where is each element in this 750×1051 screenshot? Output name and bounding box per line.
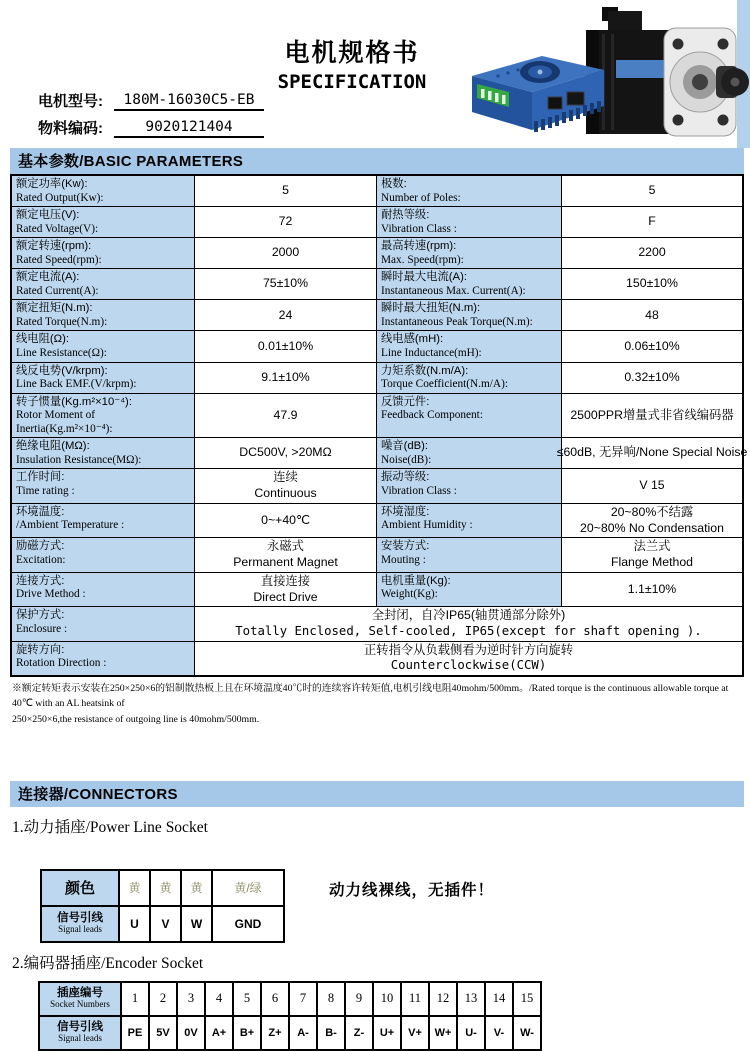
document-title: [232, 33, 472, 93]
title-zh: 电机规格书: [284, 39, 420, 67]
param-label-en: Noise(dB):: [381, 453, 432, 466]
param-value: [195, 642, 742, 675]
param-value-line: Totally Enclosed, Self-cooled, IP65(except for shaft opening ).: [235, 624, 702, 638]
socket-number-cell: 12: [429, 982, 457, 1016]
param-label-zh: 额定功率(Kw):: [16, 178, 88, 190]
encoder-socket-table: [38, 981, 542, 1051]
param-label-en: Weight(Kg):: [381, 588, 438, 601]
param-label: [12, 176, 195, 207]
param-value-line: Permanent Magnet: [233, 555, 338, 570]
param-value: [562, 469, 742, 503]
param-label-en: Instantaneous Peak Torque(N.m):: [381, 315, 533, 328]
param-label-zh: 绝缘电阻(MΩ):: [16, 440, 90, 453]
param-label: [12, 300, 195, 331]
param-label-en: Rated Voltage(V):: [16, 222, 99, 235]
wire-color-cell: 黄: [119, 870, 150, 906]
param-value: [562, 331, 742, 362]
encoder-numbers-row: [39, 982, 541, 1016]
param-label: [377, 438, 562, 469]
param-value-line: Continuous: [254, 486, 317, 501]
param-value-line: 48: [645, 307, 659, 322]
param-value-line: 72: [278, 214, 293, 229]
param-label: [12, 207, 195, 238]
param-value-line: 1.1±10%: [627, 581, 677, 596]
param-value: [562, 504, 742, 538]
param-value-line: 47.9: [273, 407, 298, 422]
param-label-en: Ambient Humidity :: [381, 519, 473, 532]
param-label-zh: 工作时间:: [16, 471, 65, 484]
power-socket-block: [40, 869, 750, 943]
rated-torque-footnote: [12, 681, 740, 727]
page-header: [0, 0, 750, 148]
param-label-zh: 电机重量(Kg):: [381, 574, 451, 587]
param-label-en: Line Back EMF.(V/krpm):: [16, 378, 137, 391]
param-value-line: 9.1±10%: [261, 369, 310, 384]
material-code-value: 9020121404: [114, 119, 264, 138]
param-value: [562, 394, 742, 439]
param-label: [12, 331, 195, 362]
socket-number-cell: 6: [261, 982, 289, 1016]
param-value: [562, 207, 742, 238]
encoder-lead-cell: A-: [289, 1016, 317, 1050]
param-label-zh: 线电阻(Ω):: [16, 333, 69, 346]
socket-number-cell: 11: [401, 982, 429, 1016]
param-label-en: Vibration Class :: [381, 484, 457, 497]
param-label-en: Rated Current(A):: [16, 284, 99, 297]
param-value-line: 20~80% No Condensation: [580, 520, 724, 535]
param-label-zh: 额定扭矩(N.m):: [16, 302, 93, 315]
param-value-line: Flange Method: [610, 555, 694, 570]
param-label-zh: 旋转方向:: [16, 643, 65, 656]
encoder-lead-cell: 0V: [177, 1016, 205, 1050]
power-socket-heading: 1.动力插座/Power Line Socket: [12, 818, 208, 836]
param-value: [195, 300, 377, 331]
param-label-zh: 励磁方式:: [16, 540, 65, 553]
param-label-zh: 瞬时最大扭矩(N.m):: [381, 302, 481, 315]
encoder-numbers-label: [39, 982, 121, 1016]
title-en: SPECIFICATION: [277, 71, 427, 93]
param-value: [195, 331, 377, 362]
power-leads-label-en: Signal leads: [58, 924, 102, 935]
param-label-zh: 噪音(dB):: [381, 440, 429, 453]
power-lead-cell: W: [181, 906, 212, 942]
socket-number-cell: 14: [485, 982, 513, 1016]
param-label-zh: 环境湿度:: [381, 505, 430, 518]
param-label-en: Drive Method :: [16, 588, 86, 601]
wire-color-cell: 黄: [181, 870, 212, 906]
param-value: [195, 573, 377, 607]
param-value-line: 直接连接: [260, 573, 311, 588]
socket-number-cell: 4: [205, 982, 233, 1016]
param-value-line: Counterclockwise(CCW): [390, 658, 547, 673]
socket-number-cell: 7: [289, 982, 317, 1016]
encoder-lead-cell: W-: [513, 1016, 541, 1050]
param-label-en: Vibration Class :: [381, 222, 457, 235]
param-label: [377, 269, 562, 300]
param-label: [377, 469, 562, 503]
param-label-en: Max. Speed(rpm):: [381, 253, 464, 266]
param-value: [195, 438, 377, 469]
param-value-line: 0.06±10%: [624, 338, 680, 353]
param-label-en: Line Resistance(Ω):: [16, 347, 107, 360]
param-label: [12, 607, 195, 641]
encoder-lead-cell: U+: [373, 1016, 401, 1050]
param-label-en: Number of Poles:: [381, 191, 461, 204]
power-lead-cell: GND: [212, 906, 284, 942]
wire-color-cell: 黄/绿: [212, 870, 284, 906]
param-label: [377, 394, 562, 439]
servo-motor-image: [586, 7, 749, 136]
param-value-line: DC500V, >20MΩ: [239, 445, 332, 460]
param-label: [12, 642, 195, 675]
param-value-line: 0.01±10%: [257, 338, 314, 353]
param-label-en: Rated Speed(rpm):: [16, 253, 102, 266]
param-label-zh: 环境温度:: [16, 505, 65, 518]
param-label-en: Mouting :: [381, 553, 426, 566]
param-label: [377, 573, 562, 607]
encoder-leads-label: [39, 1016, 121, 1050]
param-label-zh: 转子惯量(Kg.m²×10⁻⁴):: [16, 395, 132, 408]
encoder-numbers-label-en: Socket Numbers: [50, 999, 110, 1010]
param-label-zh: 线反电势(V/krpm):: [16, 364, 108, 377]
param-value: [562, 363, 742, 394]
param-label: [377, 300, 562, 331]
param-value: [195, 538, 377, 572]
param-value-line: 连续: [273, 470, 298, 485]
bare-wire-note: 动力线裸线，无插件！: [329, 881, 495, 899]
param-value: [195, 269, 377, 300]
param-value-line: 2000: [271, 245, 300, 260]
param-value-line: V 15: [639, 478, 665, 493]
param-label-zh: 振动等级:: [381, 471, 430, 484]
param-label-zh: 额定转速(rpm):: [16, 240, 92, 253]
footnote-line: ※额定转矩表示安装在250×250×6的铝制散热板上且在环境温度40℃时的连续容许转矩值,电机引线电阻40mohm/500mm。/Rated torque is the continuous allowable torque at 40℃ with an AL heatsink of: [12, 683, 729, 710]
param-value: [195, 207, 377, 238]
socket-number-cell: 5: [233, 982, 261, 1016]
param-value-line: 0~+40℃: [261, 512, 310, 527]
param-label-en: Rated Torque(N.m):: [16, 315, 108, 328]
param-label-zh: 极数:: [381, 178, 407, 190]
param-label-zh: 额定电压(V):: [16, 209, 80, 222]
power-color-row: [41, 870, 284, 906]
param-value-line: 24: [278, 307, 293, 322]
param-value-line: 5: [648, 183, 656, 198]
param-label-en: Insulation Resistance(MΩ):: [16, 453, 142, 466]
param-value-line: 20~80%不结露: [610, 504, 694, 519]
param-value: [195, 469, 377, 503]
param-label: [12, 469, 195, 503]
basic-parameters-table: [10, 174, 748, 677]
param-label: [377, 238, 562, 269]
encoder-lead-cell: U-: [457, 1016, 485, 1050]
param-label-zh: 力矩系数(N.m/A):: [381, 364, 469, 377]
encoder-lead-cell: PE: [121, 1016, 149, 1050]
param-label: [12, 438, 195, 469]
param-value: [195, 238, 377, 269]
motor-and-driver-photo: [464, 4, 742, 144]
param-label: [377, 538, 562, 572]
encoder-lead-cell: B-: [317, 1016, 345, 1050]
param-label-zh: 最高转速(rpm):: [381, 240, 457, 253]
param-label: [12, 573, 195, 607]
param-value-line: ≤60dB, 无异响/None Special Noise: [556, 445, 748, 460]
param-label-zh: 保护方式:: [16, 609, 65, 622]
param-label: [377, 331, 562, 362]
param-label-zh: 额定电流(A):: [16, 271, 80, 284]
encoder-lead-cell: V+: [401, 1016, 429, 1050]
param-label: [12, 394, 195, 439]
param-value: [562, 573, 742, 607]
material-code-row: [38, 117, 264, 138]
param-value-line: F: [648, 214, 656, 229]
encoder-lead-cell: W+: [429, 1016, 457, 1050]
param-label-zh: 连接方式:: [16, 574, 65, 587]
identification-block: [38, 90, 264, 144]
param-value: [195, 363, 377, 394]
param-value: [562, 300, 742, 331]
socket-number-cell: 13: [457, 982, 485, 1016]
param-label-zh: 线电感(mH):: [381, 333, 444, 346]
encoder-lead-cell: Z+: [261, 1016, 289, 1050]
material-code-label: 物料编码:: [38, 120, 103, 137]
param-label-en: Instantaneous Max. Current(A):: [381, 284, 526, 297]
param-label: [12, 538, 195, 572]
param-value-line: 150±10%: [626, 276, 678, 291]
power-lead-cell: V: [150, 906, 181, 942]
param-label-en: Torque Coefficient(N.m/A):: [381, 378, 508, 391]
motor-model-label: 电机型号:: [38, 93, 103, 110]
param-value: [562, 269, 742, 300]
encoder-leads-label-en: Signal leads: [58, 1033, 102, 1044]
encoder-lead-cell: B+: [233, 1016, 261, 1050]
encoder-lead-cell: A+: [205, 1016, 233, 1050]
power-lead-cell: U: [119, 906, 150, 942]
param-value: [195, 607, 742, 641]
encoder-leads-label-zh: 信号引线: [57, 1021, 103, 1034]
power-leads-row: [41, 906, 284, 942]
encoder-lead-cell: 5V: [149, 1016, 177, 1050]
param-value-line: 75±10%: [262, 276, 309, 291]
socket-number-cell: 9: [345, 982, 373, 1016]
param-label-en: Line Inductance(mH):: [381, 347, 482, 360]
param-value-line: 5: [282, 183, 289, 198]
socket-number-cell: 8: [317, 982, 345, 1016]
motor-model-row: [38, 90, 264, 111]
encoder-numbers-label-zh: 插座编号: [57, 987, 103, 1000]
param-value-line: 全封闭，自冷IP65(轴贯通部分除外): [371, 608, 566, 623]
param-value: [556, 438, 748, 469]
param-label: [12, 504, 195, 538]
param-label-zh: 瞬时最大电流(A):: [381, 271, 467, 284]
power-leads-label-zh: 信号引线: [57, 912, 103, 925]
param-label-en: Feedback Component:: [381, 409, 483, 422]
param-value-line: Direct Drive: [253, 589, 318, 604]
param-value: [562, 238, 742, 269]
param-label: [12, 363, 195, 394]
param-label-en: Rotation Direction :: [16, 657, 107, 670]
param-value: [195, 394, 377, 439]
encoder-socket-heading: 2.编码器插座/Encoder Socket: [12, 954, 204, 972]
param-value-line: 法兰式: [633, 539, 671, 554]
param-value-line: 2500PPR增量式非省线编码器: [570, 407, 734, 422]
param-value-line: 正转指令从负载侧看为逆时针方向旋转: [363, 642, 574, 657]
param-label: [377, 363, 562, 394]
param-label: [377, 207, 562, 238]
footnote-line: 250×250×6,the resistance of outgoing line is 40mohm/500mm.: [12, 713, 260, 725]
color-row-label: 颜色: [41, 870, 119, 906]
param-value-line: 0.32±10%: [624, 369, 680, 384]
param-label-en: Enclosure :: [16, 622, 68, 635]
basic-parameters-section-header: 基本参数/BASIC PARAMETERS: [10, 148, 744, 174]
power-line-socket-table: [40, 869, 285, 943]
param-value: [562, 538, 742, 572]
motor-model-value: 180M-16030C5-EB: [114, 92, 264, 111]
param-label: [377, 176, 562, 207]
socket-number-cell: 2: [149, 982, 177, 1016]
param-value: [195, 176, 377, 207]
param-label: [12, 238, 195, 269]
power-leads-label: [41, 906, 119, 942]
socket-number-cell: 15: [513, 982, 541, 1016]
socket-number-cell: 1: [121, 982, 149, 1016]
param-label-en: /Ambient Temperature :: [16, 519, 125, 532]
param-value: [195, 504, 377, 538]
param-label-zh: 反馈元件:: [381, 395, 430, 408]
param-label-en: Rotor Moment of Inertia(Kg.m²×10⁻⁴):: [16, 409, 113, 435]
param-label: [12, 269, 195, 300]
encoder-leads-row: [39, 1016, 541, 1050]
param-value: [562, 176, 742, 207]
param-value-line: 2200: [638, 245, 666, 260]
param-label-en: Excitation:: [16, 553, 66, 566]
socket-number-cell: 10: [373, 982, 401, 1016]
encoder-lead-cell: Z-: [345, 1016, 373, 1050]
socket-number-cell: 3: [177, 982, 205, 1016]
param-label-en: Rated Output(Kw):: [16, 191, 104, 204]
motor-driver-image: [472, 56, 604, 132]
param-label-zh: 耐热等级:: [381, 209, 430, 222]
param-label-en: Time rating :: [16, 484, 75, 497]
param-label-zh: 安装方式:: [381, 540, 430, 553]
param-label: [377, 504, 562, 538]
connectors-section-header: 连接器/CONNECTORS: [10, 781, 744, 807]
param-value-line: 永磁式: [267, 539, 304, 554]
encoder-lead-cell: V-: [485, 1016, 513, 1050]
wire-color-cell: 黄: [150, 870, 181, 906]
